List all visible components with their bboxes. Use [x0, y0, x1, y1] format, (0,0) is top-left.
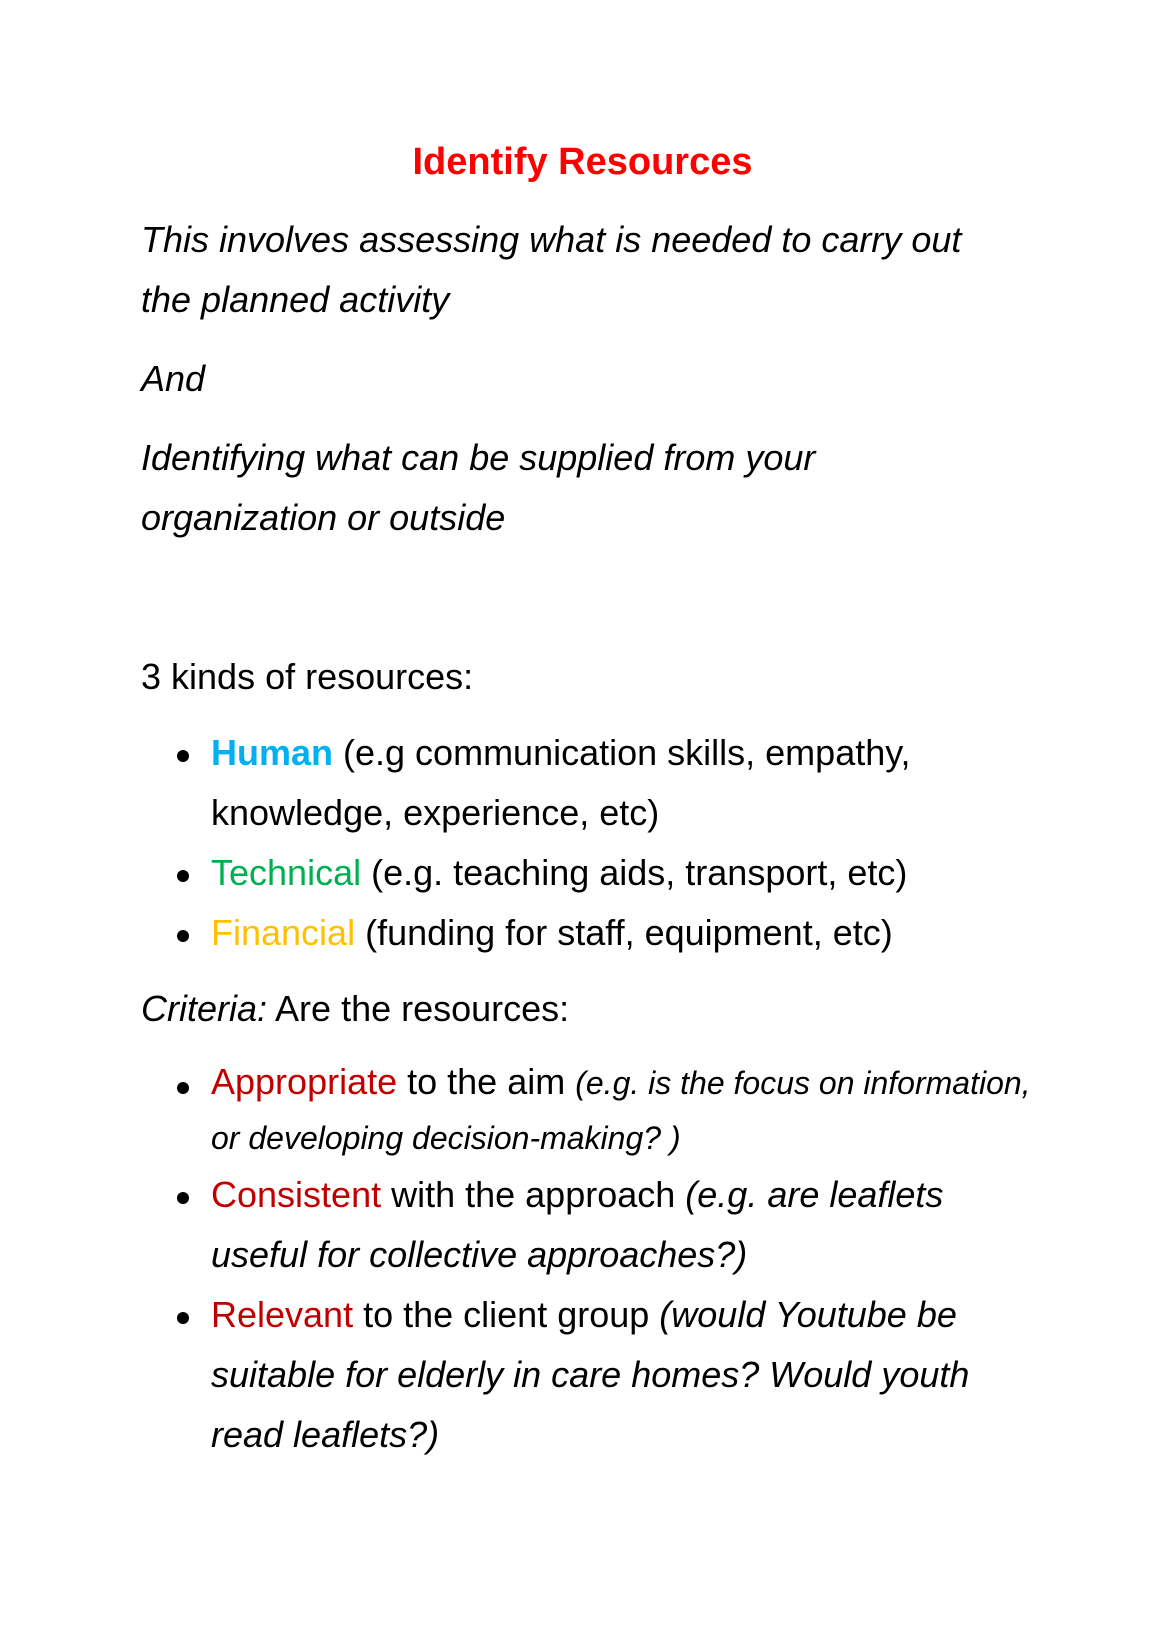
criteria-example-relevant: (would Youtube be suitable for elderly in care homes? Would youth read leaflets?): [211, 1294, 970, 1455]
resource-term-human: Human: [211, 732, 334, 773]
criteria-example-appropriate: (e.g. is the focus on information, or developing decision-making? ): [211, 1065, 1031, 1156]
criteria-text-relevant: to the client group: [353, 1294, 660, 1335]
list-item-technical: [141, 843, 1031, 903]
list-item-appropriate: [141, 1055, 1031, 1165]
list-item-financial: [141, 903, 1031, 963]
bullet-icon: [177, 750, 189, 762]
page-title: Identify Resources: [412, 141, 753, 183]
criteria-heading-text: Are the resources:: [267, 988, 570, 1029]
bullet-icon: [177, 1192, 189, 1204]
resource-desc-technical: (e.g. teaching aids, transport, etc): [361, 852, 908, 893]
intro-and: And: [141, 358, 206, 399]
resources-list: [141, 723, 1041, 963]
criteria-text-consistent: with the approach: [381, 1174, 686, 1215]
bullet-icon: [177, 1312, 189, 1324]
bullet-icon: [177, 870, 189, 882]
bullet-icon: [177, 1082, 189, 1094]
list-item-relevant: [141, 1285, 1031, 1465]
list-item-human: [141, 723, 1031, 843]
intro-paragraph-2: Identifying what can be supplied from your organization or outside: [141, 437, 816, 538]
intro-paragraph-1: This involves assessing what is needed to carry out the planned activity: [141, 219, 962, 320]
criteria-heading: [141, 979, 1041, 1039]
criteria-list: [141, 1055, 1041, 1465]
list-item-consistent: [141, 1165, 1031, 1285]
document-body: [141, 138, 1041, 1481]
spacer: [141, 548, 1041, 647]
bullet-icon: [177, 930, 189, 942]
criteria-text-appropriate: to the aim: [397, 1061, 576, 1102]
criteria-term-relevant: Relevant: [211, 1294, 354, 1335]
resource-desc-human: (e.g communication skills, empathy, knowledge, experience, etc): [211, 732, 911, 833]
resource-term-technical: Technical: [211, 852, 362, 893]
resource-desc-financial: (funding for staff, equipment, etc): [355, 912, 893, 953]
criteria-label: Criteria:: [141, 988, 268, 1029]
resources-heading: 3 kinds of resources:: [141, 656, 474, 697]
criteria-example-consistent: (e.g. are leaflets useful for collective approaches?): [211, 1174, 944, 1275]
criteria-term-consistent: Consistent: [211, 1174, 382, 1215]
criteria-term-appropriate: Appropriate: [211, 1061, 398, 1102]
resource-term-financial: Financial: [211, 912, 356, 953]
